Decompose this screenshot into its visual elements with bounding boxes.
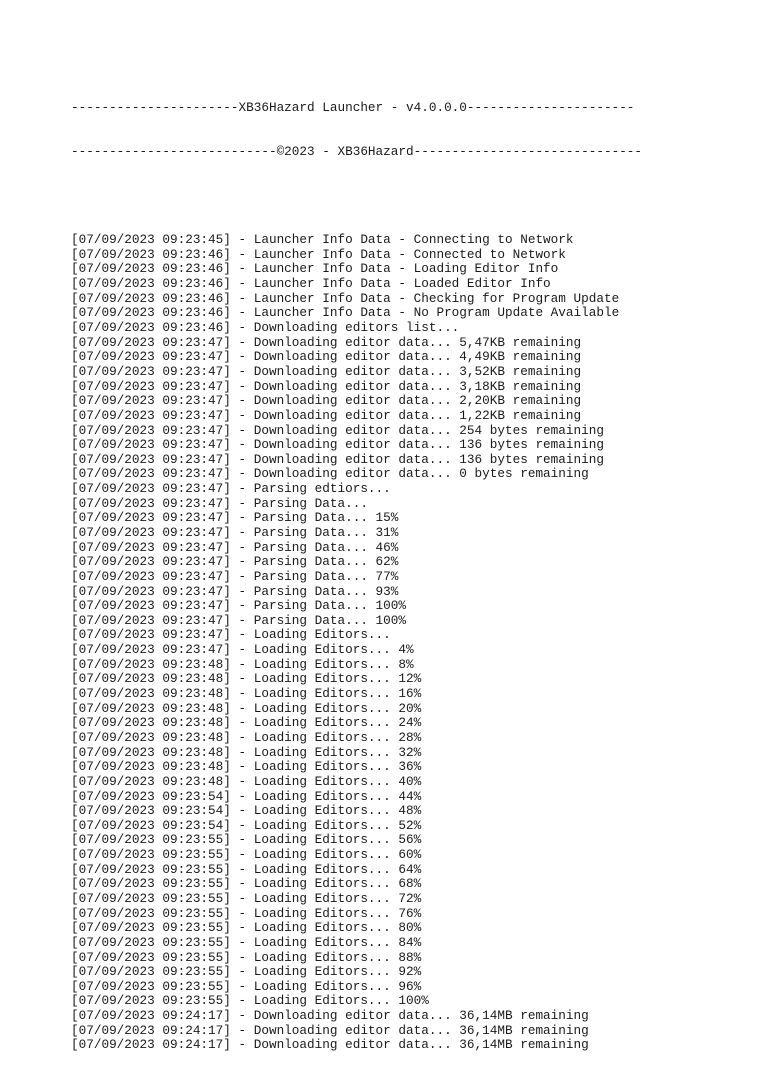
log-line: [07/09/2023 09:23:47] - Parsing Data... 100% — [71, 598, 407, 614]
log-line: [07/09/2023 09:23:54] - Loading Editors... 52% — [71, 817, 422, 833]
log-document — [71, 72, 751, 1068]
log-line: [07/09/2023 09:24:17] - Downloading editor data... 36,14MB remaining — [71, 1037, 589, 1053]
log-line: [07/09/2023 09:23:55] - Loading Editors... 80% — [71, 920, 422, 936]
log-line: [07/09/2023 09:23:55] - Loading Editors... 100% — [71, 993, 429, 1009]
log-line: [07/09/2023 09:23:46] - Launcher Info Data - Loaded Editor Info — [71, 276, 551, 292]
log-line: [07/09/2023 09:24:17] - Downloading editor data... 36,14MB remaining — [71, 1022, 589, 1038]
log-entries — [71, 233, 751, 1053]
log-line: [07/09/2023 09:23:47] - Downloading editor data... 5,47KB remaining — [71, 334, 582, 350]
log-line: [07/09/2023 09:23:47] - Loading Editors... 4% — [71, 642, 414, 658]
log-line: [07/09/2023 09:23:47] - Parsing Data... 100% — [71, 612, 407, 628]
log-line: [07/09/2023 09:23:48] - Loading Editors... 12% — [71, 671, 422, 687]
log-line: [07/09/2023 09:23:55] - Loading Editors... 76% — [71, 905, 422, 921]
log-line: [07/09/2023 09:23:47] - Parsing Data... 93% — [71, 583, 399, 599]
log-line: [07/09/2023 09:23:47] - Parsing Data... 31% — [71, 524, 399, 540]
log-line: [07/09/2023 09:23:46] - Launcher Info Data - Loading Editor Info — [71, 261, 559, 277]
log-line: [07/09/2023 09:23:47] - Parsing edtiors... — [71, 481, 391, 497]
launcher-title-line: ----------------------XB36Hazard Launcher - v4.0.0.0---------------------- — [71, 100, 635, 116]
log-line: [07/09/2023 09:23:55] - Loading Editors... 60% — [71, 847, 422, 863]
log-line: [07/09/2023 09:23:55] - Loading Editors... 84% — [71, 934, 422, 950]
log-line: [07/09/2023 09:23:47] - Downloading editor data... 136 bytes remaining — [71, 437, 604, 453]
log-line: [07/09/2023 09:23:47] - Downloading editor data... 0 bytes remaining — [71, 466, 589, 482]
log-line: [07/09/2023 09:23:47] - Downloading editor data... 1,22KB remaining — [71, 407, 582, 423]
log-line: [07/09/2023 09:23:48] - Loading Editors... 32% — [71, 744, 422, 760]
log-line: [07/09/2023 09:23:48] - Loading Editors... 8% — [71, 656, 414, 672]
log-line: [07/09/2023 09:23:47] - Downloading editor data... 3,52KB remaining — [71, 363, 582, 379]
log-line: [07/09/2023 09:23:54] - Loading Editors... 44% — [71, 788, 422, 804]
log-line: [07/09/2023 09:24:17] - Downloading editor data... 36,14MB remaining — [71, 1008, 589, 1024]
copyright-line: ---------------------------©2023 - XB36Hazard------------------------------ — [71, 144, 643, 160]
log-line: [07/09/2023 09:23:47] - Parsing Data... 46% — [71, 539, 399, 555]
log-line: [07/09/2023 09:23:46] - Launcher Info Data - Connected to Network — [71, 246, 566, 262]
log-line: [07/09/2023 09:23:48] - Loading Editors... 40% — [71, 773, 422, 789]
log-line: [07/09/2023 09:23:47] - Parsing Data... 77% — [71, 568, 399, 584]
log-line: [07/09/2023 09:23:48] - Loading Editors... 36% — [71, 759, 422, 775]
log-line: [07/09/2023 09:23:48] - Loading Editors... 16% — [71, 686, 422, 702]
log-line: [07/09/2023 09:23:47] - Parsing Data... — [71, 495, 368, 511]
log-line: [07/09/2023 09:23:48] - Loading Editors... 24% — [71, 715, 422, 731]
log-line: [07/09/2023 09:23:55] - Loading Editors... 92% — [71, 964, 422, 980]
log-line: [07/09/2023 09:23:47] - Loading Editors... — [71, 627, 391, 643]
log-line: [07/09/2023 09:23:46] - Downloading editors list... — [71, 320, 460, 336]
log-line: [07/09/2023 09:23:48] - Loading Editors... 28% — [71, 729, 422, 745]
log-line: [07/09/2023 09:23:55] - Loading Editors... 96% — [71, 978, 422, 994]
log-line: [07/09/2023 09:23:47] - Downloading editor data... 254 bytes remaining — [71, 422, 604, 438]
log-line: [07/09/2023 09:23:48] - Loading Editors... 20% — [71, 700, 422, 716]
log-line: [07/09/2023 09:23:55] - Loading Editors... 56% — [71, 832, 422, 848]
log-line: [07/09/2023 09:23:55] - Loading Editors... 88% — [71, 949, 422, 965]
log-line: [07/09/2023 09:23:47] - Downloading editor data... 4,49KB remaining — [71, 349, 582, 365]
log-line: [07/09/2023 09:23:47] - Downloading editor data... 136 bytes remaining — [71, 451, 604, 467]
log-line: [07/09/2023 09:23:55] - Loading Editors... 64% — [71, 861, 422, 877]
log-line: [07/09/2023 09:23:47] - Parsing Data... 15% — [71, 510, 399, 526]
log-line: [07/09/2023 09:23:46] - Launcher Info Data - Checking for Program Update — [71, 290, 620, 306]
blank-line — [71, 189, 751, 204]
log-line: [07/09/2023 09:23:55] - Loading Editors... 72% — [71, 891, 422, 906]
log-line: [07/09/2023 09:23:47] - Parsing Data... 62% — [71, 554, 399, 570]
log-line: [07/09/2023 09:23:55] - Loading Editors... 68% — [71, 876, 422, 892]
log-line: [07/09/2023 09:23:47] - Downloading editor data... 3,18KB remaining — [71, 378, 582, 394]
log-line: [07/09/2023 09:23:46] - Launcher Info Data - No Program Update Available — [71, 305, 620, 321]
log-line: [07/09/2023 09:23:54] - Loading Editors... 48% — [71, 803, 422, 819]
log-line: [07/09/2023 09:23:45] - Launcher Info Data - Connecting to Network — [71, 232, 574, 248]
log-line: [07/09/2023 09:23:47] - Downloading editor data... 2,20KB remaining — [71, 393, 582, 409]
